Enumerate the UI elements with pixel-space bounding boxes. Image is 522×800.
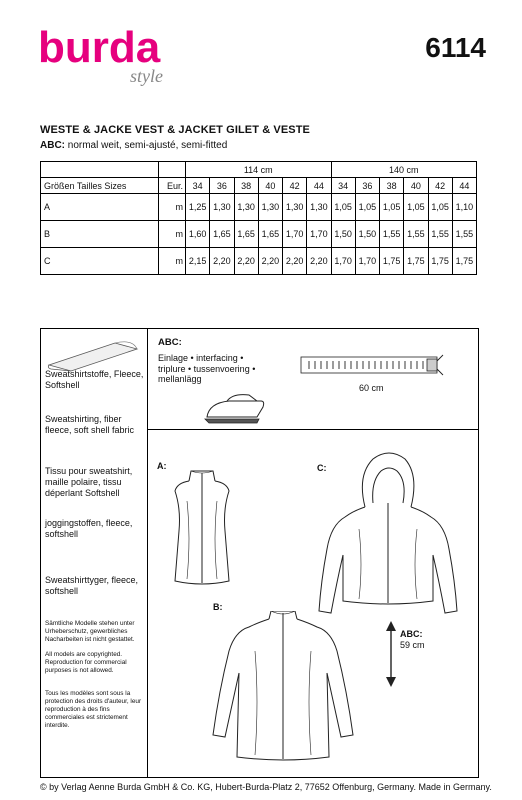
interfacing-line: mellanlägg bbox=[158, 374, 202, 384]
value-cell: 1,70 bbox=[283, 221, 307, 248]
burda-style-logo bbox=[38, 22, 178, 90]
view-a-label: A: bbox=[157, 461, 167, 471]
value-cell: 1,05 bbox=[355, 194, 379, 221]
value-cell: 1,75 bbox=[380, 248, 404, 275]
value-cell: 1,65 bbox=[210, 221, 234, 248]
size-cell: 42 bbox=[428, 178, 452, 194]
value-cell: 1,75 bbox=[404, 248, 428, 275]
brand-sub: style bbox=[130, 66, 163, 86]
yardage-table bbox=[40, 161, 477, 275]
value-cell: 1,55 bbox=[404, 221, 428, 248]
value-cell: 1,75 bbox=[452, 248, 476, 275]
value-cell: 1,70 bbox=[307, 221, 331, 248]
length-value: 59 cm bbox=[400, 640, 425, 650]
jacket-b-drawing bbox=[205, 611, 361, 771]
zipper-length: 60 cm bbox=[359, 383, 384, 393]
notions-box bbox=[40, 328, 479, 778]
size-cell: 36 bbox=[210, 178, 234, 194]
size-cell: 36 bbox=[355, 178, 379, 194]
view-c-label: C: bbox=[317, 463, 327, 473]
value-cell: 1,30 bbox=[234, 194, 258, 221]
value-cell: 1,05 bbox=[428, 194, 452, 221]
fabric-de: Sweatshirtstoffe, Fleece, Softshell bbox=[45, 369, 144, 390]
interfacing-text bbox=[158, 353, 255, 385]
page-heading: WESTE & JACKE VEST & JACKET GILET & VESTE bbox=[40, 124, 310, 136]
blank-cell bbox=[159, 162, 186, 178]
table-row bbox=[41, 248, 477, 275]
legal-fr: Tous les modèles sont sous la protection des droits d'auteur, leur reproduction à des fins commerciales est strictement interdite. bbox=[45, 690, 142, 729]
size-cell: 44 bbox=[452, 178, 476, 194]
size-cell: 44 bbox=[307, 178, 331, 194]
fit-description bbox=[40, 140, 227, 151]
width-header: 140 cm bbox=[331, 162, 477, 178]
length-label: ABC: bbox=[400, 629, 423, 639]
size-cell: 40 bbox=[404, 178, 428, 194]
value-cell: 1,30 bbox=[283, 194, 307, 221]
view-b-label: B: bbox=[213, 602, 223, 612]
legal-en: All models are copyrighted. Reproduction for commercial purposes is not allowed. bbox=[45, 651, 127, 674]
value-cell: 1,10 bbox=[452, 194, 476, 221]
size-cell: 42 bbox=[283, 178, 307, 194]
legal-de: Sämtliche Modelle stehen unter Urheberschutz, gewerbliches Nacharbeiten ist nicht gestattet. bbox=[45, 620, 135, 643]
value-cell: 1,30 bbox=[210, 194, 234, 221]
fit-text: normal weit, semi-ajusté, semi-fitted bbox=[65, 140, 228, 151]
value-cell: 2,20 bbox=[210, 248, 234, 275]
value-cell: 1,70 bbox=[355, 248, 379, 275]
value-cell: 1,50 bbox=[331, 221, 355, 248]
pattern-number: 6114 bbox=[425, 32, 486, 63]
size-cell: 38 bbox=[380, 178, 404, 194]
unit-cell: m bbox=[159, 248, 186, 275]
interfacing-line: triplure • tussenvoering • bbox=[158, 363, 256, 374]
fabric-nl: joggingstoffen, fleece, softshell bbox=[45, 518, 133, 539]
size-cell: 34 bbox=[331, 178, 355, 194]
iron-icon bbox=[199, 389, 271, 427]
fabric-fr: Tissu pour sweatshirt, maille polaire, tissu déperlant Softshell bbox=[45, 466, 133, 498]
value-cell: 2,20 bbox=[234, 248, 258, 275]
fabric-en: Sweatshirting, fiber fleece, soft shell fabric bbox=[45, 414, 135, 435]
zipper-icon bbox=[299, 351, 444, 379]
notions-label: ABC: bbox=[158, 337, 182, 348]
value-cell: 1,05 bbox=[404, 194, 428, 221]
unit-cell: m bbox=[159, 194, 186, 221]
blank-cell bbox=[41, 162, 159, 178]
table-row bbox=[41, 194, 477, 221]
divider bbox=[147, 329, 148, 777]
value-cell: 1,05 bbox=[331, 194, 355, 221]
length-text bbox=[400, 629, 425, 651]
value-cell: 2,20 bbox=[258, 248, 282, 275]
divider bbox=[147, 429, 478, 430]
interfacing-line: Einlage • interfacing • bbox=[158, 353, 244, 363]
copyright-footer: © by Verlag Aenne Burda GmbH & Co. KG, Hubert-Burda-Platz 2, 77652 Offenburg, Germany. Made in Germany. bbox=[40, 782, 492, 792]
hooded-jacket-drawing bbox=[313, 445, 463, 625]
view-label: B bbox=[41, 221, 159, 248]
size-cell: 40 bbox=[258, 178, 282, 194]
value-cell: 1,65 bbox=[234, 221, 258, 248]
value-cell: 1,05 bbox=[380, 194, 404, 221]
value-cell: 2,20 bbox=[307, 248, 331, 275]
eur-label: Eur. bbox=[159, 178, 186, 194]
table-row bbox=[41, 221, 477, 248]
fit-prefix: ABC: bbox=[40, 140, 65, 151]
size-cell: 34 bbox=[186, 178, 210, 194]
value-cell: 1,60 bbox=[186, 221, 210, 248]
vest-drawing bbox=[157, 467, 247, 591]
value-cell: 2,20 bbox=[283, 248, 307, 275]
value-cell: 1,30 bbox=[258, 194, 282, 221]
unit-cell: m bbox=[159, 221, 186, 248]
size-label: Größen Tailles Sizes bbox=[41, 178, 159, 194]
view-label: A bbox=[41, 194, 159, 221]
value-cell: 1,30 bbox=[307, 194, 331, 221]
fabric-se: Sweatshirttyger, fleece, softshell bbox=[45, 575, 139, 596]
length-arrow-icon bbox=[385, 619, 397, 689]
value-cell: 1,55 bbox=[452, 221, 476, 248]
view-label: C bbox=[41, 248, 159, 275]
width-header: 114 cm bbox=[186, 162, 332, 178]
value-cell: 2,15 bbox=[186, 248, 210, 275]
brand-name: burda bbox=[38, 23, 161, 72]
value-cell: 1,55 bbox=[428, 221, 452, 248]
size-cell: 38 bbox=[234, 178, 258, 194]
value-cell: 1,65 bbox=[258, 221, 282, 248]
value-cell: 1,50 bbox=[355, 221, 379, 248]
value-cell: 1,70 bbox=[331, 248, 355, 275]
value-cell: 1,25 bbox=[186, 194, 210, 221]
value-cell: 1,55 bbox=[380, 221, 404, 248]
value-cell: 1,75 bbox=[428, 248, 452, 275]
